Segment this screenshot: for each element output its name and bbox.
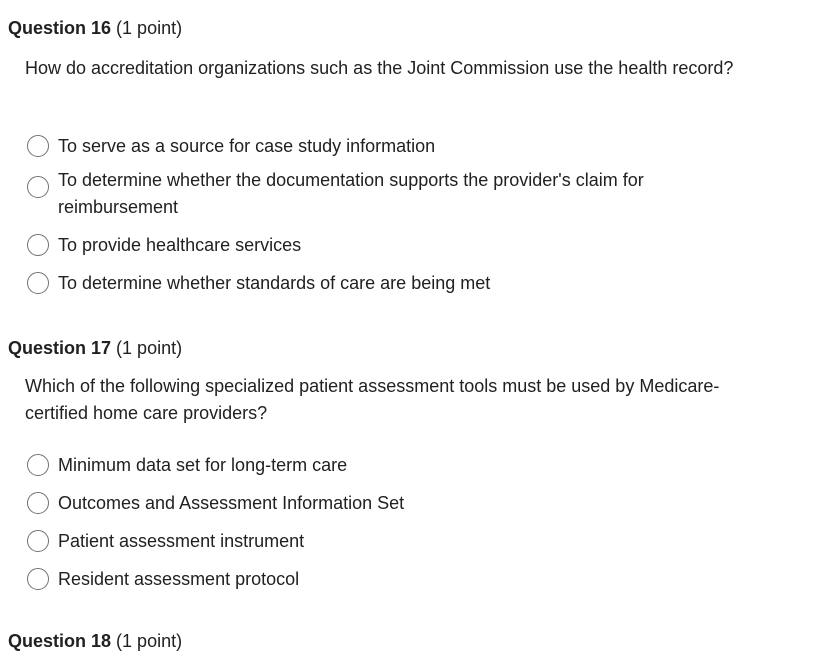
- answer-label[interactable]: To provide healthcare services: [58, 235, 302, 255]
- question-points: (1 point): [116, 338, 183, 358]
- answer-label[interactable]: To determine whether standards of care are being met: [58, 273, 491, 293]
- question-header: [8, 17, 182, 39]
- answer-option[interactable]: [27, 232, 787, 259]
- question-points: (1 point): [116, 18, 183, 38]
- question-header: [8, 630, 182, 652]
- radio-button[interactable]: [27, 234, 49, 256]
- answer-label[interactable]: Patient assessment instrument: [58, 531, 305, 551]
- question-number: Question 17: [8, 338, 112, 358]
- answer-option[interactable]: [27, 490, 787, 517]
- radio-button[interactable]: [27, 272, 49, 294]
- answer-label[interactable]: To serve as a source for case study information: [58, 136, 436, 156]
- question-text: Which of the following specialized patient assessment tools must be used by Medicare-certified home care providers?: [25, 376, 720, 423]
- answer-option[interactable]: [27, 566, 787, 593]
- radio-button[interactable]: [27, 454, 49, 476]
- answer-option[interactable]: [27, 133, 787, 160]
- question-header: [8, 337, 182, 359]
- answer-label[interactable]: Resident assessment protocol: [58, 569, 300, 589]
- answer-option[interactable]: [27, 270, 787, 297]
- answer-option[interactable]: [27, 528, 787, 555]
- radio-button[interactable]: [27, 176, 49, 198]
- radio-button[interactable]: [27, 568, 49, 590]
- answer-option[interactable]: [27, 167, 787, 221]
- answer-label[interactable]: To determine whether the documentation supports the provider's claim for reimbursement: [58, 170, 644, 217]
- question-points: (1 point): [116, 631, 183, 651]
- radio-button[interactable]: [27, 530, 49, 552]
- radio-button[interactable]: [27, 135, 49, 157]
- question-text: How do accreditation organizations such as the Joint Commission use the health record?: [25, 58, 734, 78]
- question-number: Question 18: [8, 631, 112, 651]
- radio-button[interactable]: [27, 492, 49, 514]
- answer-label[interactable]: Outcomes and Assessment Information Set: [58, 493, 405, 513]
- question-number: Question 16: [8, 18, 112, 38]
- answer-label[interactable]: Minimum data set for long-term care: [58, 455, 348, 475]
- answer-option[interactable]: [27, 452, 787, 479]
